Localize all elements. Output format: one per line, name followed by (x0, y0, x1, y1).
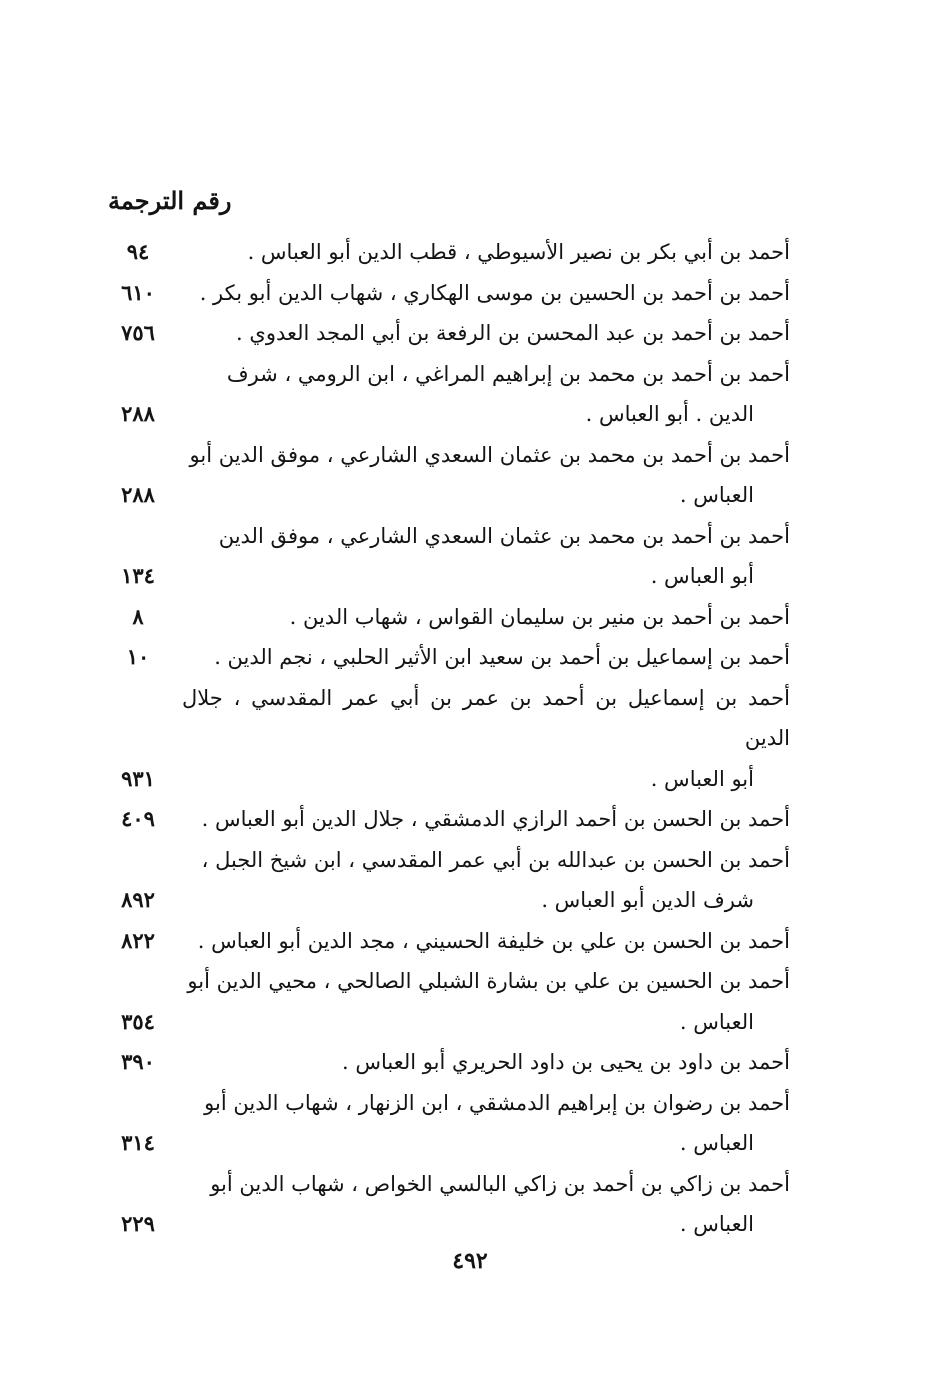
entry-line: أحمد بن أحمد بن الحسين بن موسى الهكاري ، شهاب الدين أبو بكر . (199, 280, 790, 305)
entry-name (182, 516, 790, 597)
entry-name (182, 678, 790, 800)
index-entry (100, 840, 790, 921)
index-entry (100, 1042, 790, 1083)
entry-number: ٧٥٦ (121, 320, 155, 345)
index-entry (100, 799, 790, 840)
entry-line: أحمد بن أحمد بن عبد المحسن بن الرفعة بن أبي المجد العدوي . (236, 321, 790, 345)
entry-line-continued: شرف الدين أبو العباس . (541, 888, 754, 912)
entry-name (182, 435, 790, 516)
index-entry (100, 1083, 790, 1164)
entry-line: أحمد بن الحسن بن عبدالله بن أبي عمر المقدسي ، ابن شيخ الجبل ، (201, 847, 790, 872)
entry-line: أحمد بن رضوان بن إبراهيم الدمشقي ، ابن الزنهار ، شهاب الدين أبو (204, 1090, 790, 1115)
entry-line-continued: أبو العباس . (650, 766, 754, 791)
index-entry (100, 232, 790, 273)
entry-number: ٣٥٤ (121, 1008, 155, 1034)
index-header (100, 186, 800, 226)
entry-name (182, 232, 790, 273)
page-number: ٤٩٢ (452, 1248, 488, 1274)
entry-number: ٨٢٢ (121, 927, 155, 953)
entry-line: أحمد بن زاكي بن أحمد بن زاكي البالسي الخواص ، شهاب الدين أبو (210, 1171, 790, 1196)
index-entry (100, 1164, 790, 1245)
entry-line: أحمد بن الحسن بن أحمد الرازي الدمشقي ، جلال الدين أبو العباس . (201, 807, 790, 831)
index-entry (100, 516, 790, 597)
entry-number: ١٠ (126, 644, 150, 669)
entry-line-continued: العباس . (679, 1131, 754, 1155)
entry-name (182, 921, 790, 962)
entry-line-continued: أبو العباس . (650, 564, 754, 588)
entry-name (182, 961, 790, 1042)
entry-line: أحمد بن أحمد بن محمد بن عثمان السعدي الشارعي ، موفق الدين أبو (189, 442, 790, 467)
entry-number: ٦١٠ (121, 279, 155, 305)
entry-number: ٩٣١ (121, 765, 155, 791)
entry-line: أحمد بن أبي بكر بن نصير الأسيوطي ، قطب الدين أبو العباس . (247, 240, 790, 264)
index-entry (100, 313, 790, 354)
index-entry (100, 597, 790, 638)
entry-number: ٢٨٨ (121, 401, 155, 426)
entry-number: ٨ (132, 603, 144, 629)
entry-line-continued: العباس . (679, 1212, 754, 1236)
entry-number: ٢٨٨ (121, 482, 155, 507)
biography-index-list (100, 232, 790, 1245)
entry-line: أحمد بن إسماعيل بن أحمد بن عمر بن أبي عمر المقدسي ، جلال الدين (182, 685, 790, 750)
entry-line: أحمد بن أحمد بن منير بن سليمان القواس ، شهاب الدين . (289, 604, 790, 629)
entry-name (182, 1164, 790, 1245)
entry-line-continued: العباس . (679, 1009, 754, 1034)
index-entry (100, 354, 790, 435)
entry-line-continued: الدين . أبو العباس . (585, 402, 754, 426)
entry-name (182, 313, 790, 354)
index-entry (100, 921, 790, 962)
index-entry (100, 961, 790, 1042)
entry-line: أحمد بن أحمد بن محمد بن إبراهيم المراغي ، ابن الرومي ، شرف (226, 361, 790, 386)
entry-name (182, 597, 790, 638)
index-entry (100, 678, 790, 800)
entry-number: ٤٠٩ (121, 806, 155, 831)
entry-name (182, 1083, 790, 1164)
entry-name (182, 354, 790, 435)
entry-name (182, 637, 790, 678)
entry-line: أحمد بن أحمد بن محمد بن عثمان السعدي الشارعي ، موفق الدين (218, 523, 790, 548)
entry-line-continued: العباس . (679, 483, 754, 507)
entry-line: أحمد بن داود بن يحيى بن داود الحريري أبو العباس . (341, 1050, 790, 1074)
column-heading-entry-number: رقم الترجمة (108, 186, 232, 215)
index-entry (100, 273, 790, 314)
index-entry (100, 435, 790, 516)
entry-number: ٨٩٢ (121, 887, 155, 912)
entry-number: ٣٩٠ (121, 1049, 155, 1074)
entry-name (182, 799, 790, 840)
entry-name (182, 1042, 790, 1083)
entry-line: أحمد بن إسماعيل بن أحمد بن سعيد ابن الأثير الحلبي ، نجم الدين . (214, 645, 790, 669)
entry-line: أحمد بن الحسن بن علي بن خليفة الحسيني ، مجد الدين أبو العباس . (197, 928, 790, 953)
entry-name (182, 273, 790, 314)
entry-number: ٩٤ (126, 239, 150, 264)
entry-number: ٢٢٩ (121, 1211, 155, 1236)
entry-name (182, 840, 790, 921)
entry-number: ٣١٤ (121, 1130, 155, 1155)
entry-line: أحمد بن الحسين بن علي بن بشارة الشبلي الصالحي ، محيي الدين أبو (187, 969, 790, 993)
entry-number: ١٣٤ (121, 563, 155, 588)
index-entry (100, 637, 790, 678)
